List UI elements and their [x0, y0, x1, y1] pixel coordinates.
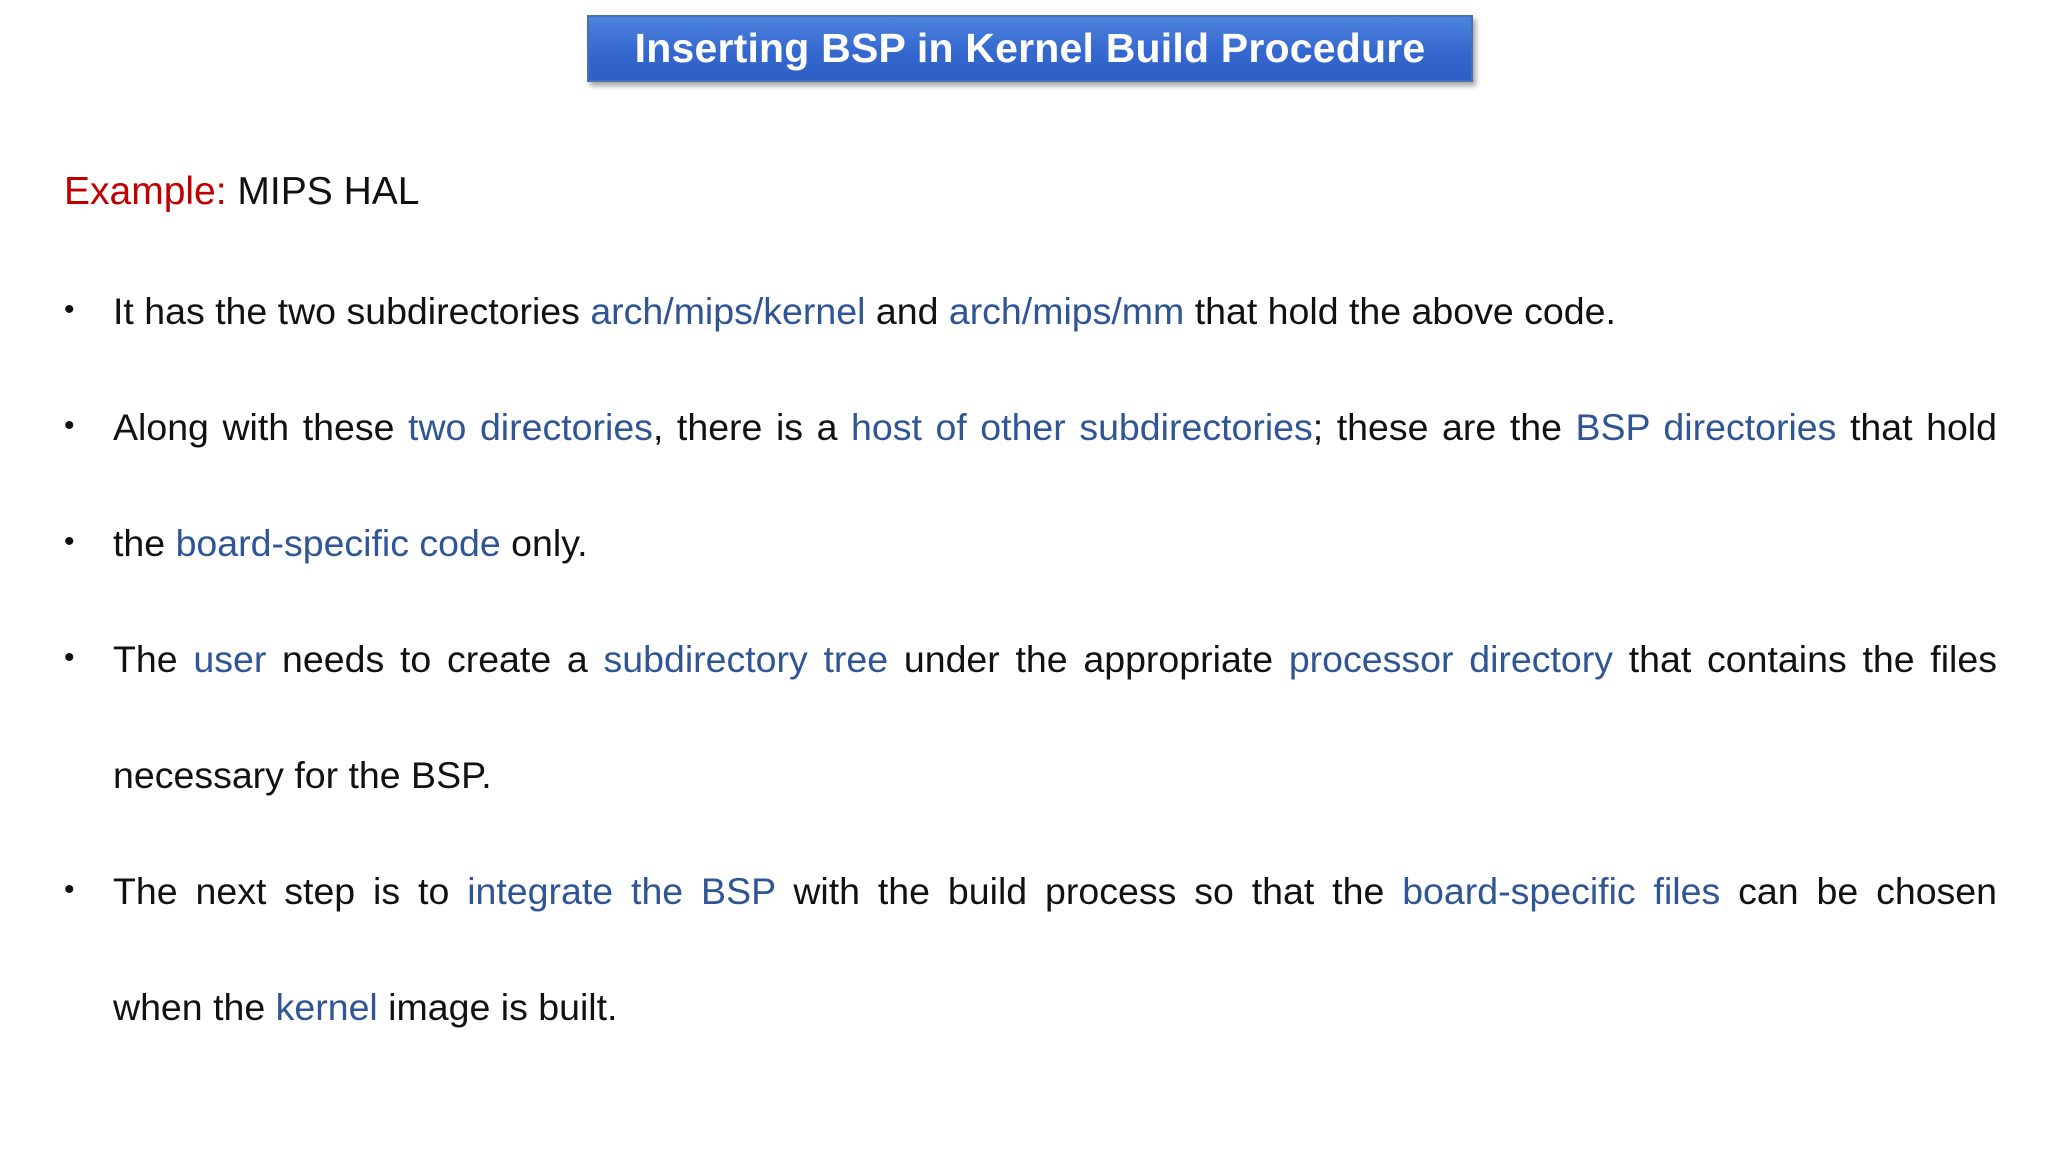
bullet-icon: •: [64, 293, 75, 326]
body-line: [113, 522, 588, 565]
body-text: the: [113, 522, 176, 564]
slide-title: Inserting BSP in Kernel Build Procedure: [634, 25, 1426, 71]
body-line: [113, 290, 1616, 333]
highlighted-term: arch/mips/mm: [948, 290, 1185, 332]
body-line: [113, 870, 1997, 913]
body-text: can be chosen: [1720, 870, 1998, 912]
highlighted-term: BSP directories: [1575, 406, 1837, 448]
body-text: that hold the above code.: [1184, 290, 1616, 332]
body-text: image is built.: [377, 986, 618, 1028]
highlighted-term: user: [193, 638, 267, 680]
highlighted-term: board-specific code: [175, 522, 501, 564]
body-text: when the: [113, 986, 276, 1028]
highlighted-term: arch/mips/kernel: [590, 290, 866, 332]
bullet-icon: •: [64, 641, 75, 674]
highlighted-term: board-specific files: [1402, 870, 1721, 912]
body-text: necessary for the BSP.: [113, 754, 492, 796]
body-line: [113, 986, 617, 1029]
body-text: needs to create a: [266, 638, 604, 680]
body-text: with the build process so that the: [775, 870, 1403, 912]
title-banner: [587, 15, 1473, 82]
bullet-icon: •: [64, 525, 75, 558]
highlighted-term: processor directory: [1288, 638, 1614, 680]
body-text: and: [865, 290, 949, 332]
example-label: Example:: [64, 170, 227, 213]
example-value: MIPS HAL: [237, 170, 420, 213]
body-text: that hold: [1836, 406, 1997, 448]
body-text: under the appropriate: [888, 638, 1289, 680]
body-line: [113, 638, 1997, 681]
highlighted-term: integrate the BSP: [467, 870, 776, 912]
body-text: , there is a: [652, 406, 852, 448]
body-text: ; these are the: [1312, 406, 1576, 448]
highlighted-term: two directories: [408, 406, 653, 448]
highlighted-term: kernel: [275, 986, 378, 1028]
body-text: It has the two subdirectories: [113, 290, 591, 332]
body-line: [113, 754, 492, 797]
bullet-icon: •: [64, 873, 75, 906]
bullet-icon: •: [64, 409, 75, 442]
highlighted-term: host of other subdirectories: [851, 406, 1313, 448]
example-line: [64, 170, 419, 214]
body-text: only.: [500, 522, 588, 564]
body-text: that contains the files: [1613, 638, 1997, 680]
body-line: [113, 406, 1997, 449]
highlighted-term: subdirectory tree: [603, 638, 889, 680]
body-text: The next step is to: [113, 870, 468, 912]
body-text: Along with these: [113, 406, 409, 448]
body-text: The: [113, 638, 194, 680]
